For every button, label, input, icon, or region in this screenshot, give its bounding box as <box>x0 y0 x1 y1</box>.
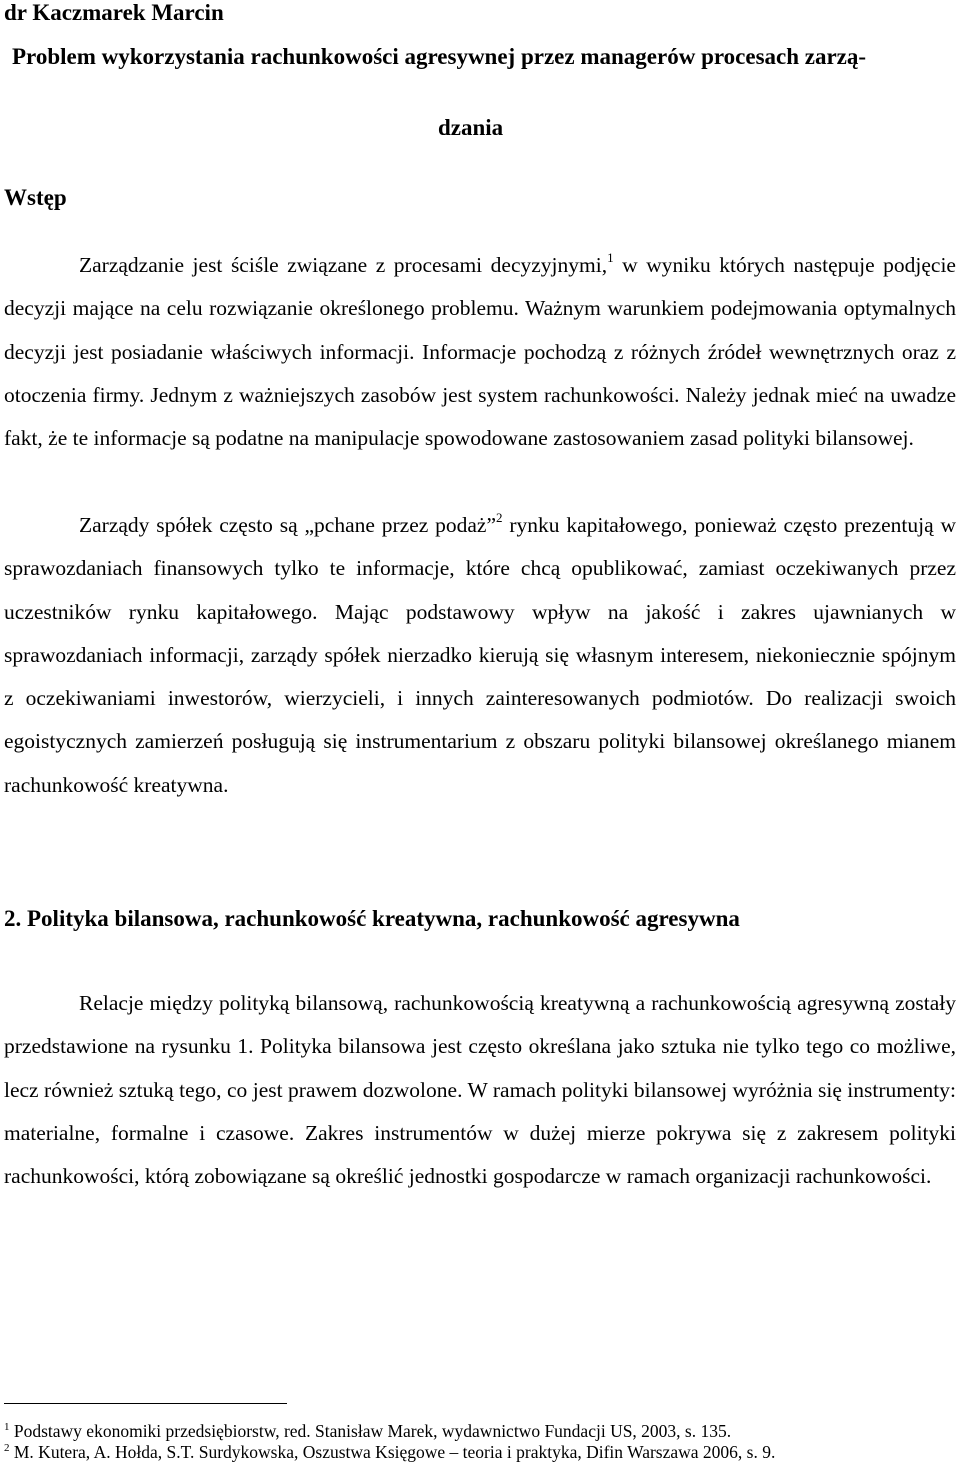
footnote-1 <box>4 1421 731 1441</box>
section-heading-intro: Wstęp <box>4 185 67 210</box>
footnote-ref-1[interactable]: 1 <box>607 250 614 265</box>
author: dr Kaczmarek Marcin <box>4 0 224 25</box>
footnote-1-text: Podstawy ekonomiki przedsiębiorstw, red. Stanisław Marek, wydawnictwo Fundacji US, 2003, s. 135. <box>9 1421 732 1441</box>
document-title-line-1: Problem wykorzystania rachunkowości agresywnej przez managerów procesach zarzą- <box>12 44 867 69</box>
footnote-separator <box>4 1403 287 1404</box>
paragraph-1-text-b: w wyniku których następuje podjęcie decyzji mające na celu rozwiązanie określonego problemu. Ważnym warunkiem podejmowania optymalnych decyzji jest posiadanie właściwych informacji. Informacje pochodzą z różnych źródeł wewnętrznych oraz z otoczenia firmy. Jednym z ważniejszych zasobów jest system rachunkowości. Należy jednak mieć na uwadze fakt, że te informacje są podatne na manipulacje spowodowane zastosowaniem zasad polityki bilansowej. <box>4 253 956 451</box>
document-title-line-2: dzania <box>438 115 504 140</box>
paragraph-2-text-b: rynku kapitałowego, ponieważ często prezentują w sprawozdaniach finansowych tylko te informacje, które chcą opublikować, zamiast oczekiwanych przez uczestników rynku kapitałowego. Mając podstawowy wpływ na jakość i zakres ujawnianych w sprawozdaniach informacji, zarządy spółek nierzadko kierują się własnym interesem, niekoniecznie spójnym z oczekiwaniami inwestorów, wierzycieli, i innych zainteresowanych podmiotów. Do realizacji swoich egoistycznych zamierzeń posługują się instrumentarium z obszaru polityki bilansowej określanego mianem rachunkowość kreatywna. <box>4 513 956 797</box>
footnote-2-number: 2 <box>4 1442 10 1454</box>
footnote-2 <box>4 1442 775 1462</box>
section-heading-2: 2. Polityka bilansowa, rachunkowość kreatywna, rachunkowość agresywna <box>4 906 740 931</box>
footnote-2-text: M. Kutera, A. Hołda, S.T. Surdykowska, Oszustwa Księgowe – teoria i praktyka, Difin Warszawa 2006, s. 9. <box>9 1442 776 1462</box>
footnote-1-number: 1 <box>4 1421 10 1433</box>
paragraph-1-text-a: Zarządzanie jest ściśle związane z procesami decyzyjnymi, <box>79 253 608 277</box>
paragraph-3: Relacje między polityką bilansową, rachunkowością kreatywną a rachunkowością agresywną zostały przedstawione na rysunku 1. Polityka bilansowa jest często określana jako sztuka nie tylko tego co możliwe, lecz również sztuką tego, co jest prawem dozwolone. W ramach polityki bilansowej wyróżnia się instrumenty: materialne, formalne i czasowe. Zakres instrumentów w dużej mierze pokrywa się z zakresem polityki rachunkowości, którą zobowiązane są określić jednostki gospodarcze w ramach organizacji rachunkowości. <box>4 991 956 1189</box>
footnote-ref-2[interactable]: 2 <box>496 510 503 525</box>
paragraph-2 <box>4 504 956 807</box>
paragraph-1 <box>4 244 956 460</box>
paragraph-2-text-a: Zarządy spółek często są „pchane przez podaż” <box>79 513 496 537</box>
